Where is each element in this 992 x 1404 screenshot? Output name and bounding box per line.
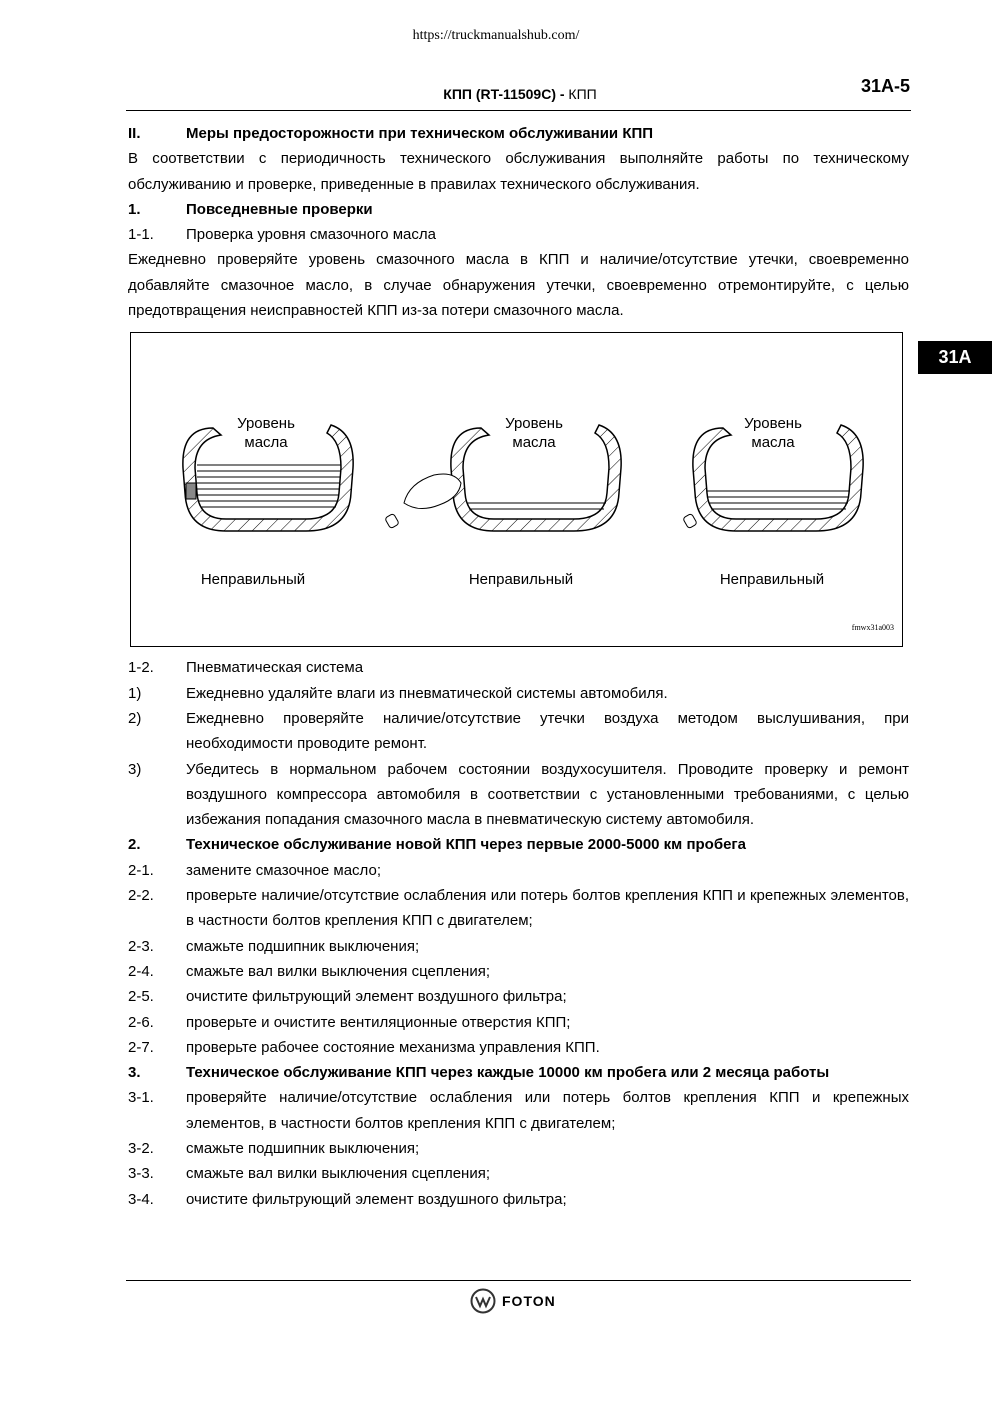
foton-logo — [470, 1288, 556, 1314]
section-intro: В соответствии с периодичность технического обслуживания выполняйте работы по техническому обслуживанию и проверке, приведенные в правилах технического обслуживания. — [128, 150, 909, 193]
s3-item — [128, 1161, 909, 1186]
oil-level-diagram — [131, 333, 902, 646]
s1-2-item — [128, 681, 909, 706]
item-text: смажьте подшипник выключения; — [186, 937, 420, 955]
s3-number: 3. — [128, 1064, 141, 1082]
item-number: 2) — [128, 709, 142, 727]
section-title: Меры предосторожности при техническом обслуживании КПП — [186, 125, 654, 142]
figure-code: fmwx31a003 — [851, 623, 894, 633]
s2-item — [128, 1010, 909, 1035]
s1-1-number: 1-1. — [128, 226, 154, 244]
s1-heading — [128, 197, 909, 222]
s3-item — [128, 1085, 909, 1136]
s2-item — [128, 984, 909, 1009]
s1-1-heading — [128, 222, 909, 247]
item-number: 2-5. — [128, 988, 154, 1006]
header-title-rest: КПП — [564, 86, 597, 102]
s2-item — [128, 858, 909, 883]
item-text: Ежедневно удаляйте влаги из пневматической системы автомобиля. — [186, 684, 668, 702]
s1-1-title: Проверка уровня смазочного масла — [186, 226, 436, 244]
panel-2-label: Уровень масла — [505, 415, 563, 452]
item-text: проверяйте наличие/отсутствие ослабления или потерь болтов крепления КПП и крепежных элементов, в частности болтов крепления КПП с двигателем; — [186, 1089, 909, 1132]
item-number: 1) — [128, 684, 142, 702]
item-number: 3-3. — [128, 1165, 154, 1183]
s3-title: Техническое обслуживание КПП через каждые 10000 км пробега или 2 месяца работы — [186, 1064, 830, 1082]
item-text: проверьте рабочее состояние механизма управления КПП. — [186, 1038, 600, 1056]
item-number: 3-2. — [128, 1140, 154, 1158]
panel-3-label: Уровень масла — [744, 415, 802, 452]
s1-number: 1. — [128, 200, 141, 218]
s1-2-item — [128, 706, 909, 757]
oil-level-figure — [130, 332, 903, 647]
panel-1-label: Уровень масла — [237, 415, 295, 452]
s1-2-number: 1-2. — [128, 659, 154, 677]
s1-2-heading — [128, 655, 909, 680]
header-title — [0, 86, 992, 102]
item-text: смажьте подшипник выключения; — [186, 1140, 420, 1158]
s2-item — [128, 934, 909, 959]
foton-emblem-icon — [470, 1288, 496, 1314]
item-text: замените смазочное масло; — [186, 861, 381, 879]
footer-divider — [126, 1280, 911, 1281]
item-text: Убедитесь в нормальном рабочем состоянии воздухосушителя. Проводите проверку и ремонт воздушного компрессора автомобиля в соответствии с установленными требованиями, с целью избежания попадания смазочного масла в пневматическую систему автомобиля. — [186, 760, 909, 829]
foton-logo-text: FOTON — [502, 1293, 556, 1309]
s2-item — [128, 1035, 909, 1060]
s1-2-title: Пневматическая система — [186, 659, 364, 677]
item-number: 3-1. — [128, 1089, 154, 1107]
s3-item — [128, 1187, 909, 1212]
s2-item — [128, 883, 909, 934]
section-tab: 31A — [918, 341, 992, 374]
item-text: Ежедневно проверяйте наличие/отсутствие утечки воздуха методом выслушивания, при необходимости проводите ремонт. — [186, 709, 909, 753]
header-title-bold: КПП (RT-11509C) - — [443, 86, 565, 102]
item-number: 2-6. — [128, 1013, 154, 1031]
item-number: 2-1. — [128, 861, 154, 879]
page-number: 31A-5 — [860, 76, 910, 96]
item-number: 3) — [128, 760, 142, 778]
s2-item — [128, 959, 909, 984]
item-text: очистите фильтрующий элемент воздушного фильтра; — [186, 988, 567, 1006]
item-text: смажьте вал вилки выключения сцепления; — [186, 1165, 491, 1183]
item-number: 2-3. — [128, 937, 154, 955]
section-heading — [128, 121, 909, 146]
item-text: проверьте и очистите вентиляционные отверстия КПП; — [186, 1013, 571, 1031]
s1-2-item — [128, 757, 909, 833]
s1-1-text: Ежедневно проверяйте уровень смазочного масла в КПП и наличие/отсутствие утечки, своевременно добавляйте смазочное масло, в случае обнаружения утечки, своевременно отремонтируйте, с целью предотвращения неисправностей КПП из-за потери смазочного масла. — [128, 251, 909, 320]
panel-3-caption: Неправильный — [719, 571, 825, 589]
item-text: смажьте вал вилки выключения сцепления; — [186, 962, 491, 980]
s2-number: 2. — [128, 836, 141, 854]
item-number: 3-4. — [128, 1190, 154, 1208]
header-divider — [126, 110, 911, 111]
item-text: очистите фильтрующий элемент воздушного фильтра; — [186, 1190, 567, 1208]
s2-title: Техническое обслуживание новой КПП через первые 2000-5000 км пробега — [186, 836, 747, 854]
s3-item — [128, 1136, 909, 1161]
panel-2-caption: Неправильный — [468, 571, 574, 589]
section-number: II. — [128, 125, 141, 142]
item-text: проверьте наличие/отсутствие ослабления или потерь болтов крепления КПП и крепежных элементов, в частности болтов крепления КПП с двигателем; — [186, 887, 909, 930]
item-number: 2-2. — [128, 887, 154, 905]
source-url: https://truckmanualshub.com/ — [412, 28, 580, 43]
panel-1-caption: Неправильный — [200, 571, 306, 589]
item-number: 2-7. — [128, 1038, 154, 1056]
s1-title: Повседневные проверки — [186, 200, 373, 218]
item-number: 2-4. — [128, 962, 154, 980]
s2-heading — [128, 832, 909, 857]
s3-heading — [128, 1060, 909, 1085]
document-body — [128, 121, 909, 1212]
